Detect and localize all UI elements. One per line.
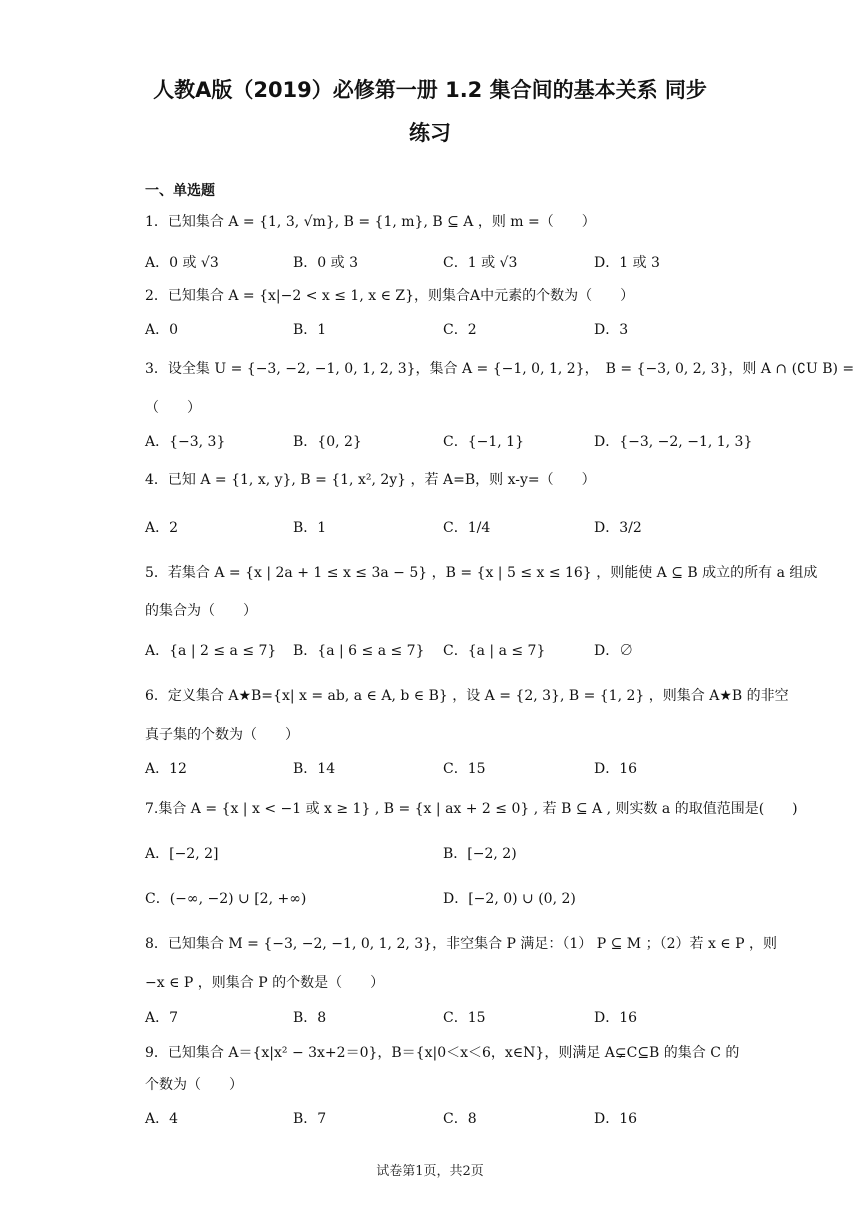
q5-option-a: A．{a | 2 ≤ a ≤ 7} bbox=[145, 643, 277, 659]
question-5: 5．若集合 A = {x | 2a + 1 ≤ x ≤ 3a − 5} ，B = {x | 5 ≤ x ≤ 16} ，则能使 A ⊆ B 成立的所有 a 组成 bbox=[145, 565, 818, 581]
question-9: 9．已知集合 A＝{x|x² − 3x+2＝0}，B＝{x|0＜x＜6，x∈N}，则满足 A⊊C⊆B 的集合 C 的 bbox=[145, 1045, 740, 1061]
question-3-line2: （ ） bbox=[145, 400, 201, 416]
q8-option-d: D．16 bbox=[594, 1010, 638, 1026]
question-4: 4．已知 A = {1, x, y}, B = {1, x², 2y} ，若 A=B，则 x-y=（ ） bbox=[145, 472, 596, 488]
question-5-line2: 的集合为（ ） bbox=[145, 603, 257, 619]
q8-option-c: C．15 bbox=[443, 1010, 486, 1026]
q3-option-a: A．{−3, 3} bbox=[145, 434, 226, 450]
q9-option-c: C．8 bbox=[443, 1111, 477, 1127]
q9-option-d: D．16 bbox=[594, 1111, 638, 1127]
q4-option-b: B．1 bbox=[293, 520, 327, 536]
q8-option-b: B．8 bbox=[293, 1010, 327, 1026]
q2-option-c: C．2 bbox=[443, 322, 477, 338]
question-3: 3．设全集 U = {−3, −2, −1, 0, 1, 2, 3}，集合 A = {−1, 0, 1, 2}， B = {−3, 0, 2, 3}，则 A ∩ (∁U B) = bbox=[145, 361, 855, 377]
q9-option-b: B．7 bbox=[293, 1111, 327, 1127]
q4-option-d: D．3/2 bbox=[594, 520, 642, 536]
q3-option-b: B．{0, 2} bbox=[293, 434, 362, 450]
page-footer: 试卷第1页，共2页 bbox=[376, 1164, 484, 1179]
q6-option-d: D．16 bbox=[594, 761, 638, 777]
q6-option-c: C．15 bbox=[443, 761, 486, 777]
q3-option-c: C．{−1, 1} bbox=[443, 434, 524, 450]
q3-option-d: D．{−3, −2, −1, 1, 3} bbox=[594, 434, 753, 450]
question-6-line2: 真子集的个数为（ ） bbox=[145, 727, 299, 743]
question-2: 2．已知集合 A = {x|−2 < x ≤ 1, x ∈ Z}，则集合A中元素的个数为（ ） bbox=[145, 288, 635, 304]
q2-option-d: D．3 bbox=[594, 322, 629, 338]
q5-option-c: C．{a | a ≤ 7} bbox=[443, 643, 546, 659]
question-8-line2: −x ∈ P ，则集合 P 的个数是（ ） bbox=[145, 975, 385, 991]
q2-option-b: B．1 bbox=[293, 322, 327, 338]
question-1: 1．已知集合 A = {1, 3, √m}, B = {1, m}, B ⊆ A ，则 m =（ ） bbox=[145, 214, 596, 230]
q4-option-c: C．1/4 bbox=[443, 520, 491, 536]
question-8: 8．已知集合 M = {−3, −2, −1, 0, 1, 2, 3}，非空集合 P 满足：（1） P ⊆ M ；（2）若 x ∈ P ，则 bbox=[145, 936, 777, 952]
q2-option-a: A．0 bbox=[145, 322, 179, 338]
q6-option-b: B．14 bbox=[293, 761, 336, 777]
q6-option-a: A．12 bbox=[145, 761, 187, 777]
q5-option-d: D．∅ bbox=[594, 643, 634, 659]
q7-option-d: D．[−2, 0) ∪ (0, 2) bbox=[443, 891, 576, 907]
q7-option-b: B．[−2, 2) bbox=[443, 846, 517, 862]
question-9-line2: 个数为（ ） bbox=[145, 1077, 243, 1093]
q5-option-b: B．{a | 6 ≤ a ≤ 7} bbox=[293, 643, 425, 659]
section-heading: 一、单选题 bbox=[145, 183, 215, 199]
question-7: 7.集合 A = {x | x < −1 或 x ≥ 1} , B = {x | ax + 2 ≤ 0} , 若 B ⊆ A , 则实数 a 的取值范围是( ) bbox=[145, 801, 798, 817]
q1-option-a: A．0 或 √3 bbox=[145, 255, 219, 271]
q1-option-b: B．0 或 3 bbox=[293, 255, 359, 271]
question-6: 6．定义集合 A★B={x| x = ab, a ∈ A, b ∈ B} ，设 A = {2, 3}, B = {1, 2} ，则集合 A★B 的非空 bbox=[145, 688, 789, 704]
q1-option-d: D．1 或 3 bbox=[594, 255, 660, 271]
q8-option-a: A．7 bbox=[145, 1010, 179, 1026]
page-title-line2: 练习 bbox=[409, 121, 451, 145]
page-title: 人教A版（2019）必修第一册 1.2 集合间的基本关系 同步 bbox=[153, 78, 707, 102]
q1-option-c: C．1 或 √3 bbox=[443, 255, 518, 271]
q9-option-a: A．4 bbox=[145, 1111, 179, 1127]
q7-option-c: C．(−∞, −2) ∪ [2, +∞) bbox=[145, 891, 307, 907]
q7-option-a: A．[−2, 2] bbox=[145, 846, 219, 862]
q4-option-a: A．2 bbox=[145, 520, 179, 536]
